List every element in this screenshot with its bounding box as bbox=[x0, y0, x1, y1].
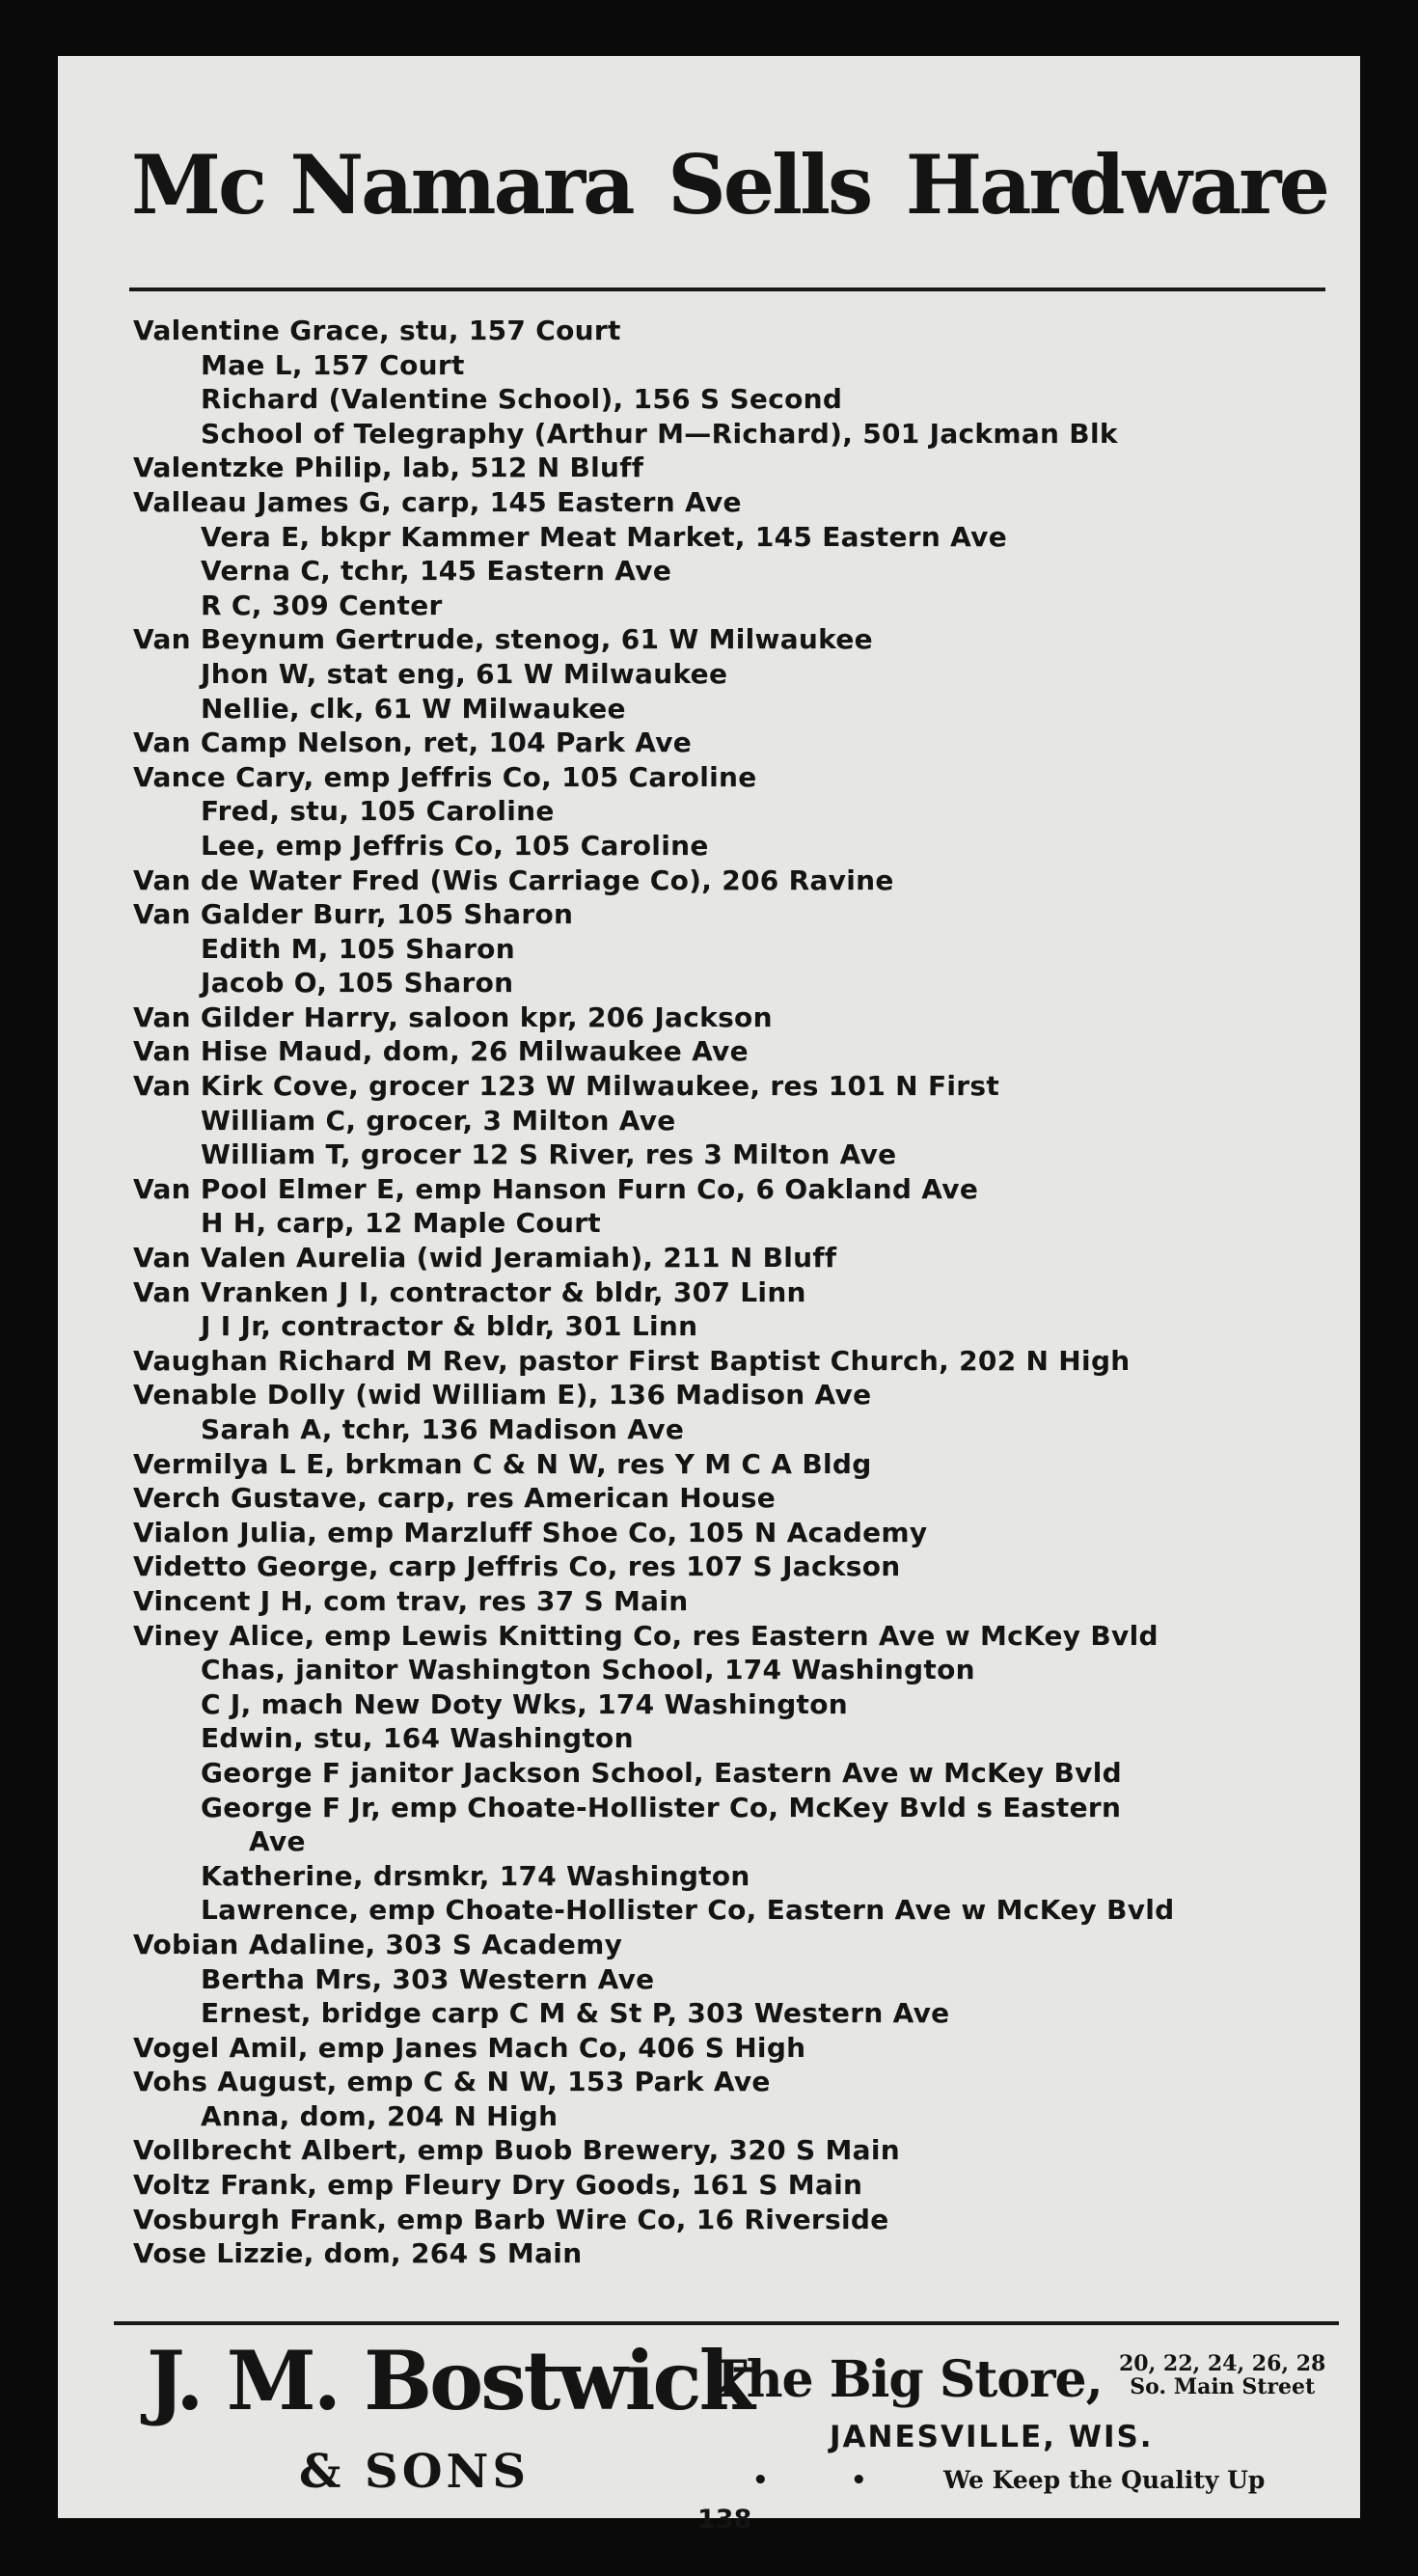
directory-entry: Van Beynum Gertrude, stenog, 61 W Milwaukee bbox=[133, 623, 873, 656]
big-store-heading: The Big Store, bbox=[710, 2350, 1103, 2409]
directory-entry: Valentzke Philip, lab, 512 N Bluff bbox=[133, 452, 644, 484]
directory-entry: Vobian Adaline, 303 S Academy bbox=[133, 1928, 623, 1960]
directory-entry: Vincent J H, com trav, res 37 S Main bbox=[133, 1584, 689, 1617]
directory-entry: Ernest, bridge carp C M & St P, 303 Western Ave bbox=[201, 1997, 950, 2030]
directory-entry: Van de Water Fred (Wis Carriage Co), 206 Ravine bbox=[133, 863, 894, 896]
directory-entry: Vollbrecht Albert, emp Buob Brewery, 320 S Main bbox=[133, 2134, 900, 2167]
directory-entry: Van Kirk Cove, grocer 123 W Milwaukee, res 101 N First bbox=[133, 1070, 1000, 1103]
directory-entry: George F janitor Jackson School, Eastern Ave w McKey Bvld bbox=[201, 1756, 1122, 1789]
directory-entry: Vialon Julia, emp Marzluff Shoe Co, 105 N Academy bbox=[133, 1516, 928, 1548]
directory-entry: Sarah A, tchr, 136 Madison Ave bbox=[201, 1413, 685, 1445]
directory-entry: Van Pool Elmer E, emp Hanson Furn Co, 6 Oakland Ave bbox=[133, 1172, 979, 1205]
bullet-icon: • bbox=[851, 2466, 867, 2495]
directory-entry: Chas, janitor Washington School, 174 Washington bbox=[201, 1654, 975, 1686]
directory-entry: William T, grocer 12 S River, res 3 Milton Ave bbox=[201, 1138, 897, 1171]
store-address bbox=[1119, 2352, 1325, 2398]
store-address-street: So. Main Street bbox=[1130, 2374, 1316, 2399]
directory-entry: Jacob O, 105 Sharon bbox=[201, 967, 514, 1000]
directory-entry: Van Vranken J I, contractor & bldr, 307 Linn bbox=[133, 1275, 806, 1308]
header-rule bbox=[129, 288, 1325, 291]
header-word-hardware: Hardware bbox=[905, 137, 1327, 233]
store-slogan: We Keep the Quality Up bbox=[943, 2466, 1266, 2494]
directory-entry: Edwin, stu, 164 Washington bbox=[201, 1722, 634, 1755]
store-city: JANESVILLE, WIS. bbox=[830, 2420, 1154, 2454]
directory-entry: R C, 309 Center bbox=[201, 589, 443, 621]
directory-entry: Valleau James G, carp, 145 Eastern Ave bbox=[133, 485, 742, 518]
page-header bbox=[131, 137, 1327, 233]
directory-entry: Edith M, 105 Sharon bbox=[201, 932, 515, 965]
directory-entry: Van Galder Burr, 105 Sharon bbox=[133, 898, 574, 931]
directory-entry: Vosburgh Frank, emp Barb Wire Co, 16 Riverside bbox=[133, 2203, 889, 2235]
directory-entry: Vohs August, emp C & N W, 153 Park Ave bbox=[133, 2066, 771, 2098]
directory-entry: Van Valen Aurelia (wid Jeramiah), 211 N Bluff bbox=[133, 1242, 837, 1274]
header-word-sells: Sells bbox=[668, 137, 871, 233]
bostwick-ad-name: J. M. Bostwick bbox=[147, 2333, 752, 2428]
directory-entry: Lee, emp Jeffris Co, 105 Caroline bbox=[201, 829, 709, 862]
directory-entry: Anna, dom, 204 N High bbox=[201, 2099, 559, 2132]
header-word-mcnamara: Mc Namara bbox=[131, 137, 633, 233]
bullet-icon: • bbox=[752, 2466, 769, 2495]
directory-entry: Nellie, clk, 61 W Milwaukee bbox=[201, 692, 626, 725]
directory-entry: H H, carp, 12 Maple Court bbox=[201, 1207, 601, 1240]
directory-entries bbox=[133, 314, 1339, 2271]
directory-entry: Jhon W, stat eng, 61 W Milwaukee bbox=[201, 657, 728, 690]
directory-entry: Verna C, tchr, 145 Eastern Ave bbox=[201, 555, 672, 588]
bostwick-ad-sons: & SONS bbox=[299, 2445, 531, 2499]
directory-entry: Valentine Grace, stu, 157 Court bbox=[133, 315, 621, 346]
directory-entry: School of Telegraphy (Arthur M—Richard), 501 Jackman Blk bbox=[201, 417, 1118, 450]
directory-entry: Viney Alice, emp Lewis Knitting Co, res Eastern Ave w McKey Bvld bbox=[133, 1619, 1159, 1652]
directory-entry: Katherine, drsmkr, 174 Washington bbox=[201, 1859, 750, 1892]
directory-entry: Voltz Frank, emp Fleury Dry Goods, 161 S Main bbox=[133, 2169, 863, 2202]
footer-rule bbox=[114, 2321, 1339, 2325]
directory-entry: Vermilya L E, brkman C & N W, res Y M C A Bldg bbox=[133, 1447, 872, 1480]
directory-page bbox=[58, 56, 1360, 2535]
directory-entry: Videtto George, carp Jeffris Co, res 107 S Jackson bbox=[133, 1550, 901, 1583]
directory-entry: Van Gilder Harry, saloon kpr, 206 Jackson bbox=[133, 1000, 773, 1033]
directory-entry: Richard (Valentine School), 156 S Second bbox=[201, 383, 843, 416]
directory-entry: Fred, stu, 105 Caroline bbox=[201, 795, 555, 828]
directory-entry: C J, mach New Doty Wks, 174 Washington bbox=[201, 1687, 849, 1720]
page-number: 138 bbox=[697, 2505, 752, 2535]
directory-entry: Ave bbox=[249, 1825, 306, 1858]
directory-entry: Vose Lizzie, dom, 264 S Main bbox=[133, 2237, 583, 2270]
directory-entry: Bertha Mrs, 303 Western Ave bbox=[201, 1962, 655, 1995]
directory-entry: Mae L, 157 Court bbox=[201, 348, 465, 381]
directory-entry: Lawrence, emp Choate-Hollister Co, Eastern Ave w McKey Bvld bbox=[201, 1894, 1175, 1927]
directory-entry: J I Jr, contractor & bldr, 301 Linn bbox=[201, 1310, 698, 1343]
directory-entry: Vaughan Richard M Rev, pastor First Baptist Church, 202 N High bbox=[133, 1344, 1131, 1377]
directory-entry: Venable Dolly (wid William E), 136 Madison Ave bbox=[133, 1379, 872, 1411]
directory-entry: William C, grocer, 3 Milton Ave bbox=[201, 1104, 676, 1137]
directory-entry: Vera E, bkpr Kammer Meat Market, 145 Eastern Ave bbox=[201, 520, 1007, 553]
directory-entry: Van Hise Maud, dom, 26 Milwaukee Ave bbox=[133, 1035, 749, 1068]
directory-entry: George F Jr, emp Choate-Hollister Co, McKey Bvld s Eastern bbox=[201, 1791, 1122, 1823]
directory-entry: Verch Gustave, carp, res American House bbox=[133, 1482, 777, 1515]
directory-entry: Vogel Amil, emp Janes Mach Co, 406 S High bbox=[133, 2031, 806, 2064]
directory-entry: Van Camp Nelson, ret, 104 Park Ave bbox=[133, 726, 693, 759]
directory-entry: Vance Cary, emp Jeffris Co, 105 Caroline bbox=[133, 760, 757, 793]
store-address-numbers: 20, 22, 24, 26, 28 bbox=[1119, 2351, 1326, 2376]
